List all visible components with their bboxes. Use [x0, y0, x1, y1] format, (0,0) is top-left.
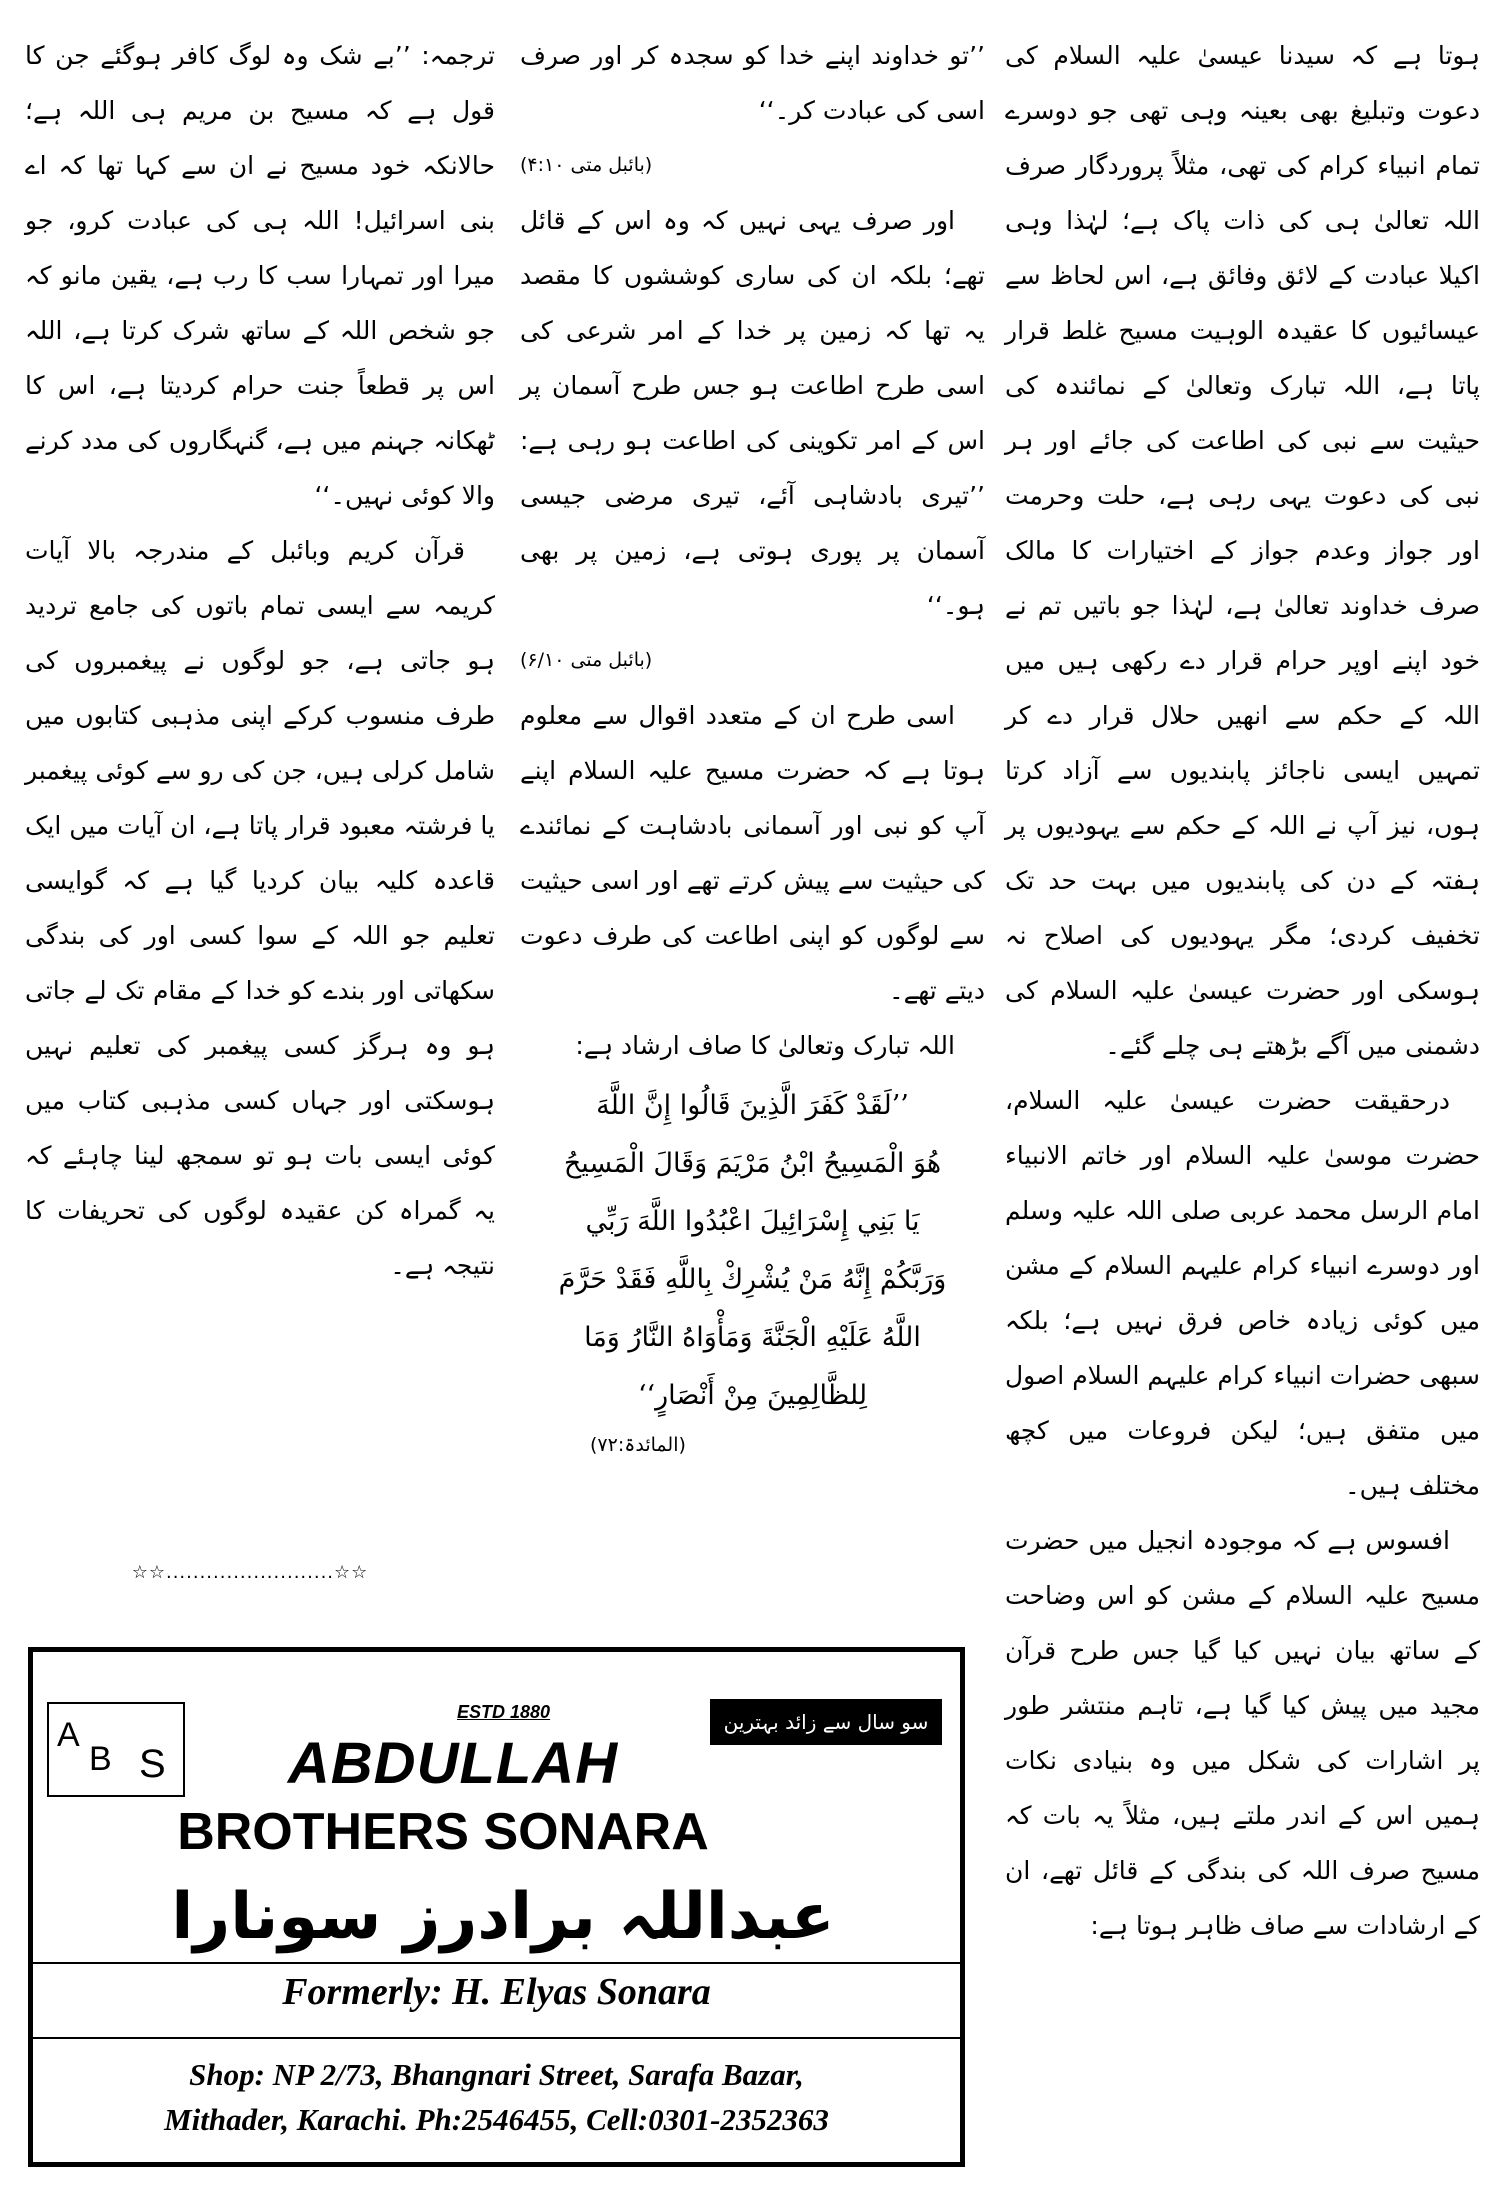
translation-paragraph: ترجمہ: ’’بے شک وہ لوگ کافر ہوگئے جن کا قول ہے کہ مسیح بن مریم ہی اللہ ہے؛ حالانکہ خود مسیح نے ان سے کہا تھا کہ اے بنی اسرائیل! اللہ ہی کی عبادت کرو، جو میرا اور تمہارا سب کا رب ہے، یقین مانو کہ جو شخص اللہ کے ساتھ شرک کرتا ہے، اللہ اس پر قطعاً جنت حرام کردیتا ہے، اس کا ٹھکانہ جہنم میں ہے، گنہگاروں کی مدد کرنے والا کوئی نہیں۔‘‘: [25, 41, 495, 510]
article-column-left: [25, 28, 495, 1558]
verse-line: اللَّهُ عَلَيْهِ الْجَنَّةَ وَمَأْوَاهُ النَّارُ وَمَا: [584, 1322, 921, 1353]
business-name-line1: ABDULLAH: [287, 1731, 619, 1796]
verse-line: هُوَ الْمَسِيحُ ابْنُ مَرْيَمَ وَقَالَ الْمَسِيحُ: [563, 1148, 942, 1179]
logo-letter-b: B: [89, 1740, 112, 1778]
bible-reference: (بائبل متی ۴:۱۰): [520, 154, 653, 176]
bible-reference: (بائبل متی ۶/۱۰): [520, 649, 653, 671]
established-year: ESTD 1880: [457, 1702, 551, 1722]
paragraph: درحقیقت حضرت عیسیٰ علیہ السلام، حضرت موسیٰ علیہ السلام اور خاتم الانبیاء امام الرسل محمد عربی صلی اللہ علیہ وسلم اور دوسرے انبیاء کرام علیہم السلام کے مشن میں کوئی زیادہ خاص فرق نہیں ہے؛ بلکہ سبھی حضرات انبیاء کرام علیہم السلام اصول میں متفق ہیں؛ لیکن فروعات میں کچھ مختلف ہیں۔: [1005, 1086, 1480, 1500]
article-column-right: [1005, 28, 1480, 2178]
paragraph: قرآن کریم وبائبل کے مندرجہ بالا آیات کریمہ سے ایسی تمام باتوں کی جامع تردید ہو جاتی ہے، جو لوگوں نے پیغمبروں کی طرف منسوب کرکے اپنی مذہبی کتابوں میں شامل کرلی ہیں، جن کی رو سے کوئی پیغمبر یا فرشتہ معبود قرار پاتا ہے، ان آیات میں ایک قاعدہ کلیہ بیان کردیا گیا ہے کہ گوایسی تعلیم جو اللہ کے سوا کسی اور کی بندگی سکھاتی اور بندے کو خدا کے مقام تک لے جاتی ہو وہ ہرگز کسی پیغمبر کی تعلیم نہیں ہوسکتی اور جہاں کسی مذہبی کتاب میں کوئی ایسی بات ہو تو سمجھ لینا چاہئے کہ یہ گمراہ کن عقیدہ لوگوں کی تحریفات کا نتیجہ ہے۔: [25, 536, 495, 1280]
verse-line: ’’لَقَدْ كَفَرَ الَّذِينَ قَالُوا إِنَّ اللَّهَ: [596, 1090, 909, 1121]
bible-quote: ’’تو خداوند اپنے خدا کو سجدہ کر اور صرف اسی کی عبادت کر۔‘‘: [520, 41, 985, 125]
address-line: Shop: NP 2/73, Bhangnari Street, Sarafa Bazar,: [189, 2057, 804, 2092]
logo-letter-s: S: [139, 1742, 166, 1786]
divider-line: [33, 2037, 960, 2039]
former-name: Formerly: H. Elyas Sonara: [282, 1971, 711, 2013]
verse-line: يَا بَنِي إِسْرَائِيلَ اعْبُدُوا اللَّهَ رَبِّي: [585, 1206, 920, 1237]
business-name-urdu: عبداللہ برادرز سونارا: [171, 1880, 835, 1954]
paragraph: ہوتا ہے کہ سیدنا عیسیٰ علیہ السلام کی دعوت وتبلیغ بھی بعینہ وہی تھی جو دوسرے تمام انبیاء کرام کی تھی، مثلاً پروردگار صرف اللہ تعالیٰ ہی کی ذات پاک ہے؛ لہٰذا وہی اکیلا عبادت کے لائق وفائق ہے، اس لحاظ سے عیسائیوں کا عقیدہ الوہیت مسیح غلط قرار پاتا ہے، اللہ تبارک وتعالیٰ کے نمائندہ کی حیثیت سے نبی کی اطاعت کی جائے اور ہر نبی کی دعوت یہی رہی ہے، حلت وحرمت اور جواز وعدم جواز کے اختیارات کا مالک صرف خداوند تعالیٰ ہے، لہٰذا جو باتیں تم نے خود اپنے اوپر حرام قرار دے رکھی ہیں میں اللہ کے حکم سے انھیں حلال قرار دے کر تمہیں ایسی ناجائز پابندیوں سے آزاد کرتا ہوں، نیز آپ نے اللہ کے حکم سے یہودیوں پر ہفتہ کے دن کی پابندیوں میں بہت حد تک تخفیف کردی؛ مگر یہودیوں کی اصلاح نہ ہوسکی اور حضرت عیسیٰ علیہ السلام کی دشمنی میں آگے بڑھتے ہی چلے گئے۔: [1005, 41, 1480, 1060]
verse-line: لِلظَّالِمِينَ مِنْ أَنْصَارٍ‘‘: [637, 1380, 868, 1411]
business-name-line2: BROTHERS SONARA: [177, 1803, 709, 1861]
service-tagline: سو سال سے زائد بہترین خدمت: [710, 1699, 942, 1745]
quran-verse: [520, 1077, 985, 1425]
logo-letter-a: A: [57, 1716, 80, 1754]
verse-line: وَرَبَّكُمْ إِنَّهُ مَنْ يُشْرِكْ بِاللَّهِ فَقَدْ حَرَّمَ: [558, 1264, 947, 1295]
address-contact-line: Mithader, Karachi. Ph:2546455, Cell:0301-2352363: [164, 2102, 829, 2137]
paragraph: افسوس ہے کہ موجودہ انجیل میں حضرت مسیح علیہ السلام کے مشن کو اس وضاحت کے ساتھ بیان نہیں کیا گیا جس طرح قرآن مجید میں پیش کیا گیا ہے، تاہم منتشر طور پر اشارات کی شکل میں وہ بنیادی نکات ہمیں اس کے اندر ملتے ہیں، مثلاً یہ بات کہ مسیح صرف اللہ کی بندگی کے قائل تھے، ان کے ارشادات سے صاف ظاہر ہوتا ہے:: [1005, 1526, 1480, 1940]
section-divider: ☆☆.........................☆☆: [131, 1562, 369, 1583]
divider-line: [33, 1962, 960, 1964]
advertisement-box: [28, 1647, 965, 2167]
verse-intro: اللہ تبارک وتعالیٰ کا صاف ارشاد ہے:: [575, 1031, 955, 1060]
verse-reference: (المائدۃ:۷۲): [590, 1434, 686, 1456]
paragraph: اور صرف یہی نہیں کہ وہ اس کے قائل تھے؛ بلکہ ان کی ساری کوششوں کا مقصد یہ تھا کہ زمین پر خدا کے امر شرعی کی اسی طرح اطاعت ہو جس طرح آسمان پر اس کے امر تکوینی کی اطاعت ہو رہی ہے: ’’تیری بادشاہی آئے، تیری مرضی جیسی آسمان پر پوری ہوتی ہے، زمین پر بھی ہو۔‘‘: [520, 206, 985, 620]
article-column-middle: [520, 28, 985, 1598]
paragraph: اسی طرح ان کے متعدد اقوال سے معلوم ہوتا ہے کہ حضرت مسیح علیہ السلام اپنے آپ کو نبی اور آسمانی بادشاہت کے نمائندے کی حیثیت سے پیش کرتے تھے اور اسی حیثیت سے لوگوں کو اپنی اطاعت کی طرف دعوت دیتے تھے۔: [520, 701, 985, 1005]
